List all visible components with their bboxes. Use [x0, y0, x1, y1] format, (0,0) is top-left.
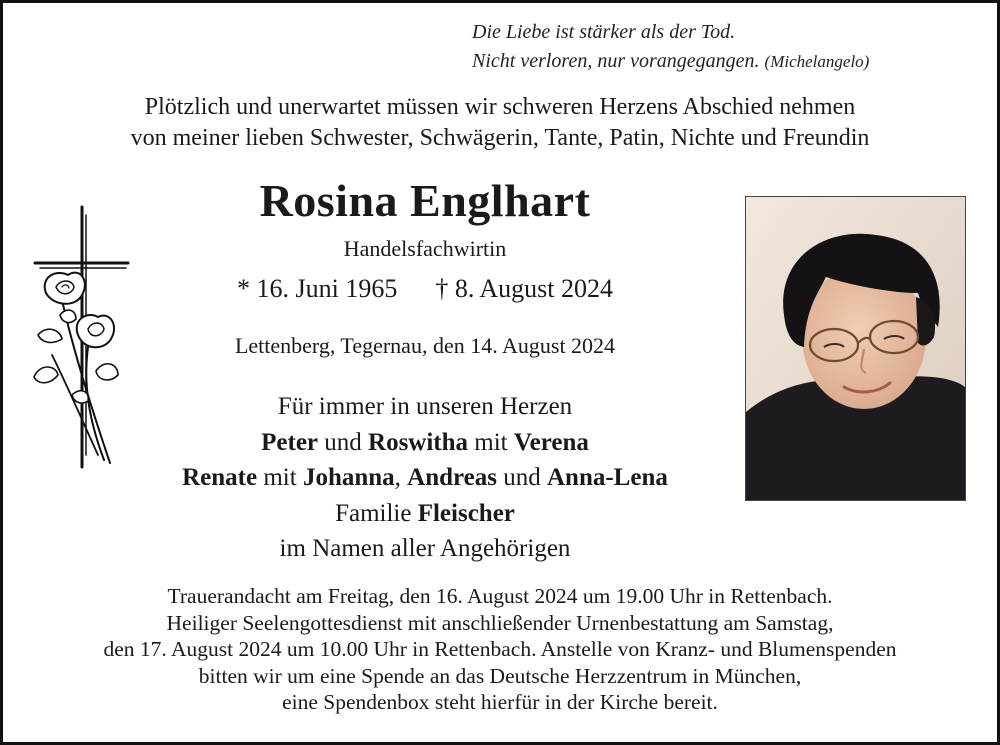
- quote-line-2: [472, 47, 869, 76]
- quote-line-1: Die Liebe ist stärker als der Tod.: [472, 21, 736, 43]
- service-information: [0, 583, 1000, 716]
- mourner-name: Andreas: [407, 464, 497, 491]
- service-line-5: eine Spendenbox steht hierfür in der Kirche bereit.: [282, 690, 718, 714]
- portrait-image: [746, 197, 965, 500]
- mourner-name: Peter: [261, 428, 319, 456]
- deceased-name: Rosina Englhart: [259, 175, 591, 226]
- epigraph-quote: [472, 18, 869, 76]
- intro-line-1: Plötzlich und unerwartet müssen wir schweren Herzens Abschied nehmen: [144, 94, 856, 120]
- mourners-line-3: [0, 460, 850, 496]
- deceased-profession: Handelsfachwirtin: [343, 236, 507, 261]
- mourner-connector: und: [318, 428, 369, 456]
- mourner-name: Renate: [182, 464, 258, 491]
- quote-source: (Michelangelo): [764, 52, 870, 71]
- quote-line-2-text: Nicht verloren, nur vorangegangen.: [472, 50, 760, 72]
- mourners-line-4: [0, 496, 850, 532]
- mourners-line-5: im Namen aller Angehörigen: [279, 535, 571, 562]
- service-line-2: Heiliger Seelengottesdienst mit anschließender Urnenbestattung am Samstag,: [166, 610, 834, 635]
- service-line-1: Trauerandacht am Freitag, den 16. August 2024 um 19.00 Uhr in Rettenbach.: [167, 584, 833, 608]
- mourner-name: Johanna: [302, 464, 395, 491]
- mourners-line-2: [0, 425, 850, 461]
- portrait-photo: [745, 196, 966, 501]
- mourner-connector: mit: [257, 464, 303, 491]
- service-line-3: den 17. August 2024 um 10.00 Uhr in Rettenbach. Anstelle von Kranz- und Blumenspenden: [103, 637, 897, 661]
- birth-date: * 16. Juni 1965: [236, 274, 398, 303]
- mourner-name: Verena: [513, 428, 589, 456]
- intro-line-2: von meiner lieben Schwester, Schwägerin, Tante, Patin, Nichte und Freundin: [130, 125, 870, 151]
- life-dates: [0, 274, 850, 304]
- service-line-4: bitten wir um eine Spende an das Deutsche Herzzentrum in München,: [198, 663, 802, 688]
- mourner-name: Anna-Lena: [547, 464, 668, 491]
- mourners-list: [0, 389, 850, 567]
- place-and-date: Lettenberg, Tegernau, den 14. August 2024: [234, 333, 616, 358]
- mourner-name: Roswitha: [368, 428, 469, 456]
- mourner-connector: mit: [468, 428, 514, 456]
- mourner-name: Fleischer: [417, 499, 515, 527]
- mourner-connector: ,: [394, 464, 408, 491]
- mourner-connector: Familie: [335, 499, 418, 527]
- intro-text: [0, 92, 1000, 154]
- mourner-connector: und: [497, 464, 547, 491]
- death-date: † 8. August 2024: [435, 274, 614, 303]
- mourners-line-1: Für immer in unseren Herzen: [277, 393, 573, 420]
